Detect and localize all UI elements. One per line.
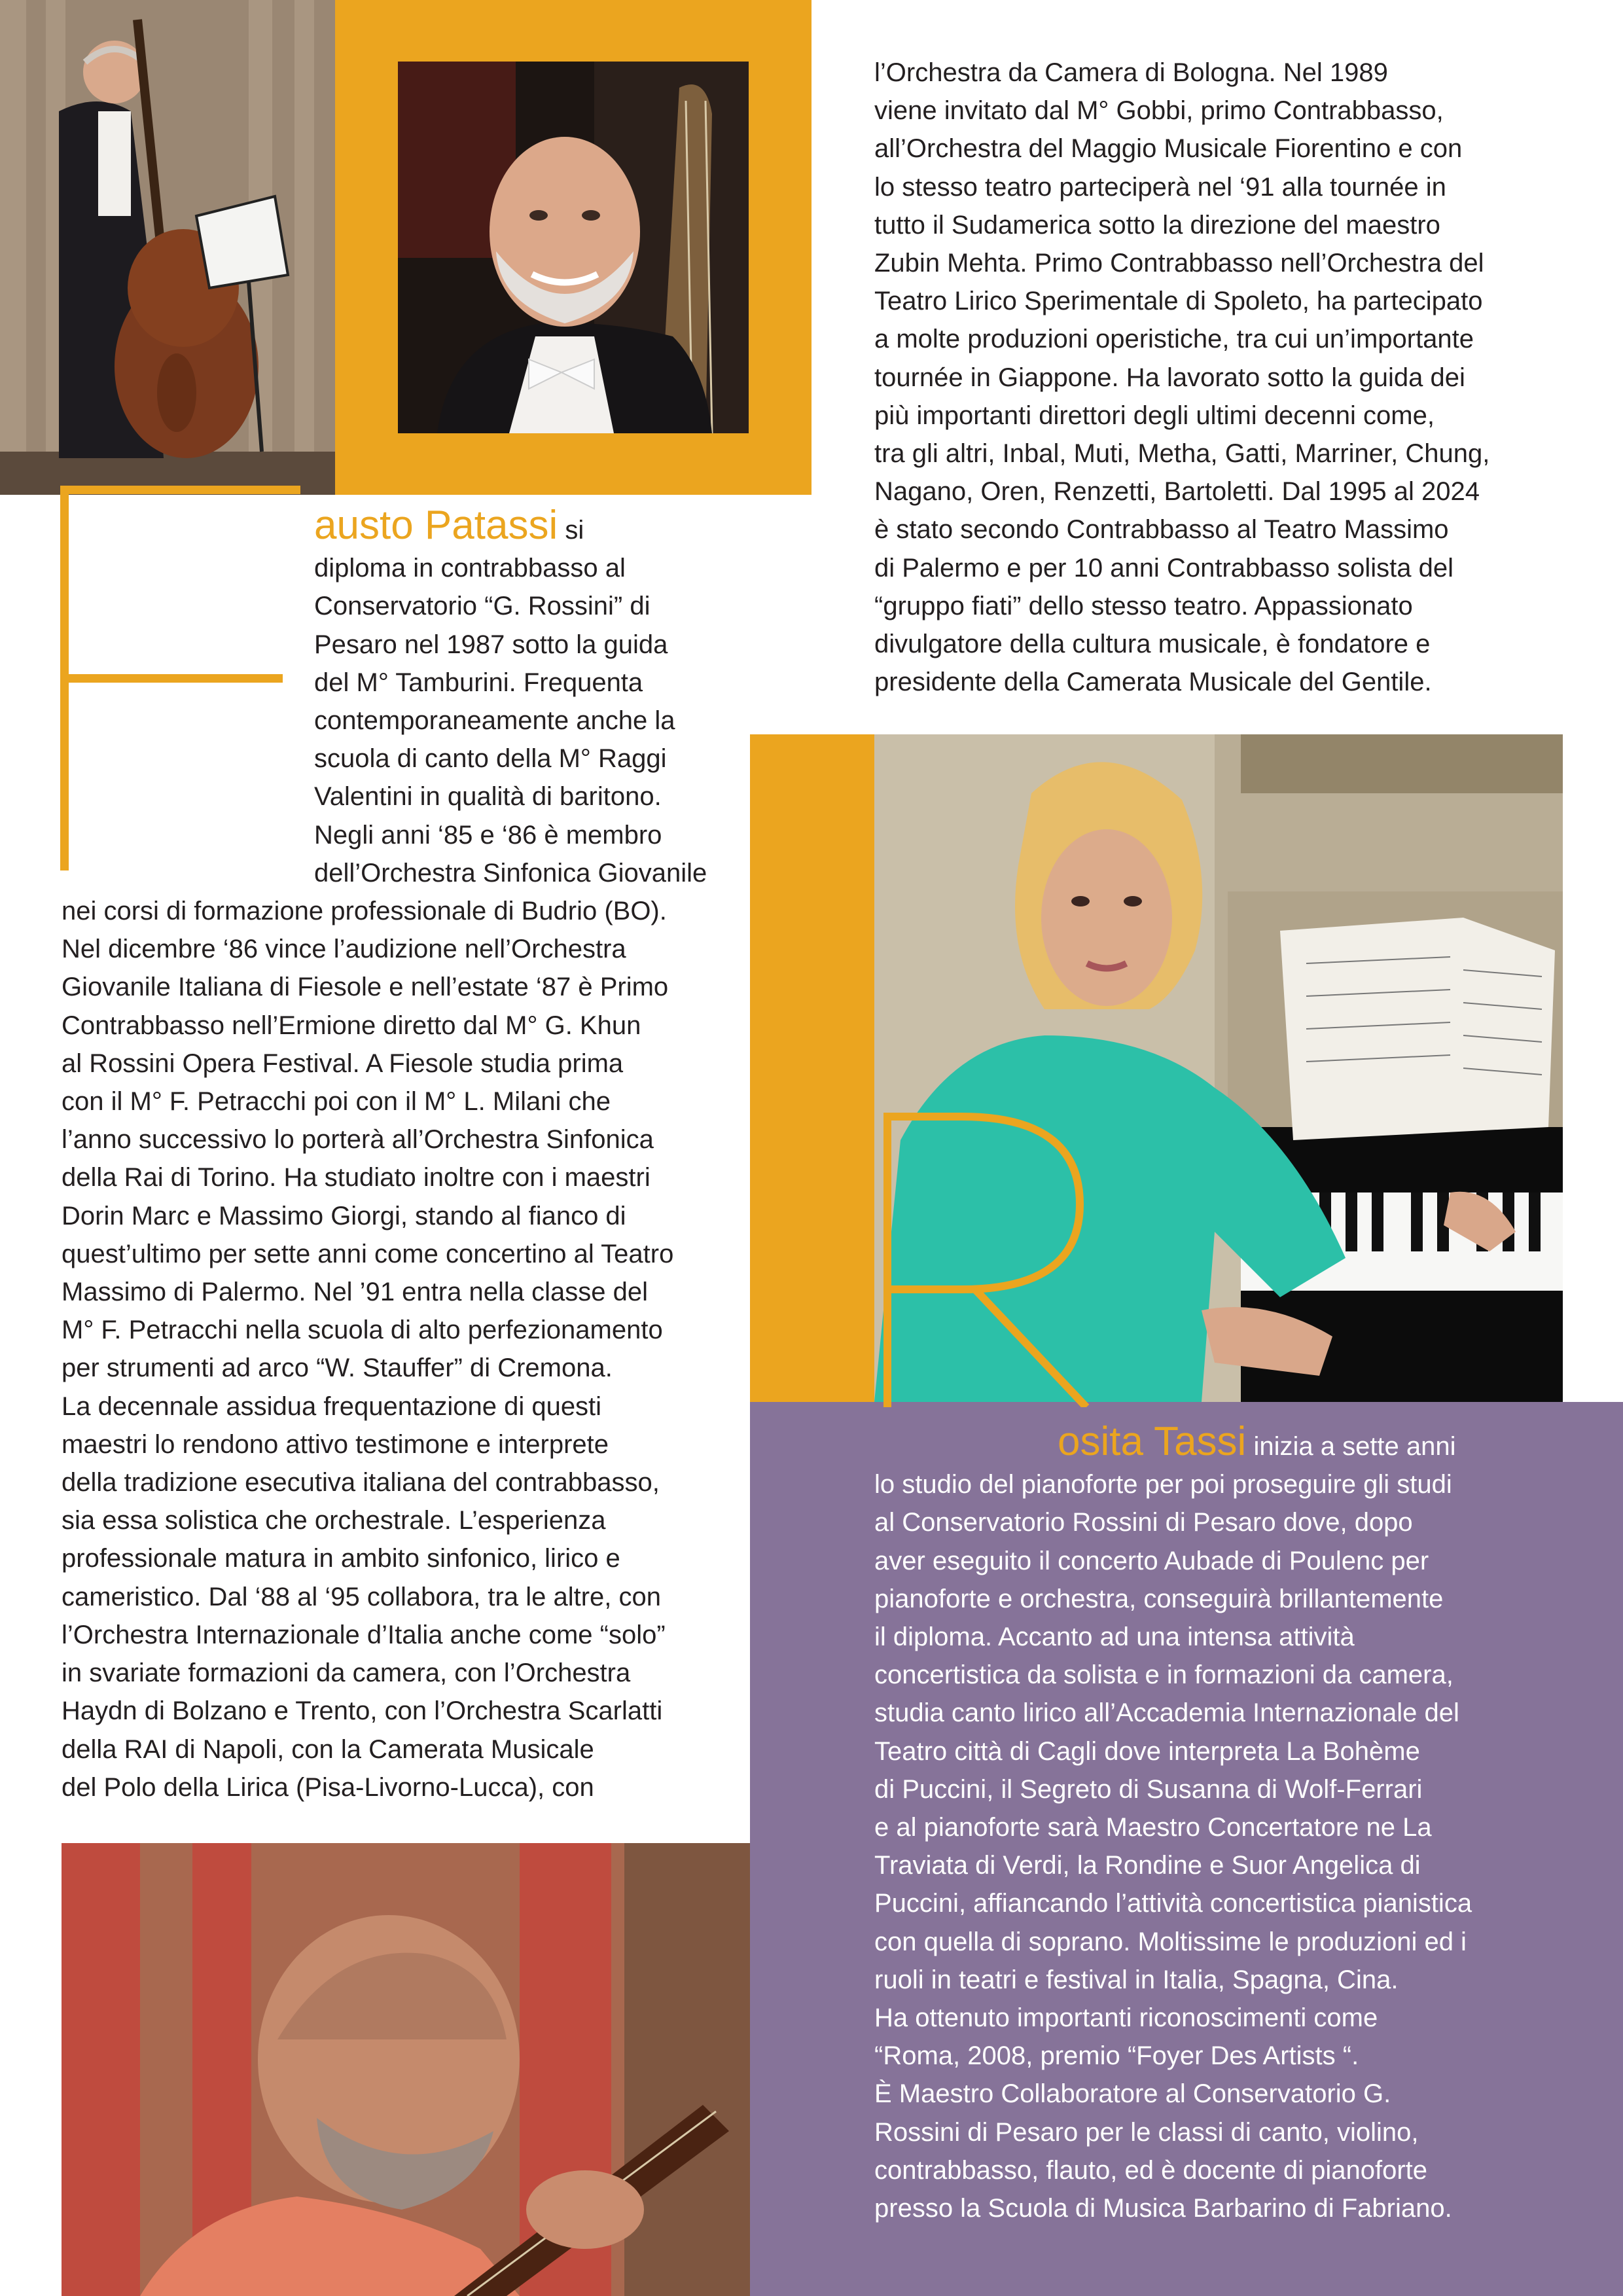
fausto-name: austo Patassi	[314, 503, 558, 548]
fausto-cont-line-4: tutto il Sudamerica sotto la direzione del maestro	[874, 210, 1440, 240]
fausto-bio-line-20: Massimo di Palermo. Nel ’91 entra nella classe del	[62, 1278, 648, 1307]
photo-fausto-playing-art	[0, 0, 335, 495]
rosita-bio-line-13: con quella di soprano. Moltissime le produzioni ed i	[874, 1927, 1467, 1956]
fausto-bio-line-17: della Rai di Torino. Ha studiato inoltre con i maestri	[62, 1163, 651, 1193]
rosita-bio-line-0: osita Tassi inizia a sette anni	[1058, 1419, 1456, 1464]
fausto-cont-line-13: di Palermo e per 10 anni Contrabbasso solista del	[874, 553, 1454, 583]
rosita-bio-line-15: Ha ottenuto importanti riconoscimenti come	[874, 2003, 1378, 2033]
fausto-cont-line-16: presidente della Camerata Musicale del Gentile.	[874, 668, 1432, 697]
fausto-bio-line-29: l’Orchestra Internazionale d’Italia anche come “solo”	[62, 1620, 666, 1649]
fausto-bio-line-11: Nel dicembre ‘86 vince l’audizione nell’Orchestra	[62, 935, 626, 964]
fausto-cont-line-12: è stato secondo Contrabbasso al Teatro Massimo	[874, 515, 1449, 545]
rosita-bio-line-20: presso la Scuola di Musica Barbarino di Fabriano.	[874, 2194, 1452, 2223]
drop-cap-r	[883, 1113, 1099, 1407]
fausto-bio-line-19: quest’ultimo per sette anni come concertino al Teatro	[62, 1239, 674, 1268]
fausto-bio-line-27: professionale matura in ambito sinfonico, lirico e	[62, 1544, 620, 1573]
fausto-bio-line-16: l’anno successivo lo porterà all’Orchestra Sinfonica	[62, 1125, 654, 1155]
rosita-bio-line-7: studia canto lirico all’Accademia Internazionale del	[874, 1698, 1459, 1728]
fausto-cont-line-6: Teatro Lirico Sperimentale di Spoleto, ha partecipato	[874, 287, 1483, 316]
fausto-bio-line-0: austo Patassi si	[314, 503, 584, 548]
fausto-bio-line-6: scuola di canto della M° Raggi	[314, 744, 667, 774]
rosita-bio-line-11: Traviata di Verdi, la Rondine e Suor Angelica di	[874, 1851, 1421, 1880]
fausto-bio-line-10: nei corsi di formazione professionale di Budrio (BO).	[62, 897, 667, 926]
rosita-bio-line-1: lo studio del pianoforte per poi proseguire gli studi	[874, 1470, 1452, 1499]
rosita-bio-line-12: Puccini, affiancando l’attività concertistica pianistica	[874, 1889, 1472, 1918]
fausto-bio-line-8: Negli anni ‘85 e ‘86 è membro	[314, 820, 662, 850]
fausto-bio-right-column	[874, 54, 1601, 701]
rosita-bio-line-3: aver eseguito il concerto Aubade di Poulenc per	[874, 1546, 1429, 1575]
fausto-cont-line-10: tra gli altri, Inbal, Muti, Metha, Gatti, Marriner, Chung,	[874, 439, 1490, 469]
fausto-bio-line-1: diploma in contrabbasso al	[314, 554, 626, 583]
fausto-bio-line-3: Pesaro nel 1987 sotto la guida	[314, 630, 668, 659]
fausto-cont-line-5: Zubin Mehta. Primo Contrabbasso nell’Orchestra del	[874, 249, 1484, 278]
rosita-bio-line-10: e al pianoforte sarà Maestro Concertatore ne La	[874, 1813, 1432, 1842]
fausto-cont-line-7: a molte produzioni operistiche, tra cui un’importante	[874, 325, 1474, 354]
fausto-bio-line-26: sia essa solistica che orchestrale. L’esperienza	[62, 1506, 606, 1535]
photo-fausto-profile-art	[62, 1843, 750, 2296]
rosita-bio-line-4: pianoforte e orchestra, conseguirà brillantemente	[874, 1584, 1444, 1613]
rosita-bio-line-5: il diploma. Accanto ad una intensa attività	[874, 1623, 1355, 1652]
fausto-bio-left-column	[62, 505, 749, 1806]
fausto-bio-line-18: Dorin Marc e Massimo Giorgi, stando al fianco di	[62, 1201, 626, 1230]
fausto-bio-line-4: del M° Tamburini. Frequenta	[314, 668, 643, 697]
fausto-cont-line-8: tournée in Giappone. Ha lavorato sotto la guida dei	[874, 363, 1465, 392]
photo-fausto-playing	[0, 0, 335, 495]
fausto-bio-line-7: Valentini in qualità di baritono.	[314, 782, 662, 812]
fausto-bio-line-12: Giovanile Italiana di Fiesole e nell’estate ‘87 è Primo	[62, 973, 669, 1002]
fausto-bio-line-2: Conservatorio “G. Rossini” di	[314, 592, 651, 621]
fausto-bio-line-28: cameristico. Dal ‘88 al ‘95 collabora, tra le altre, con	[62, 1582, 661, 1611]
fausto-bio-line-21: M° F. Petracchi nella scuola di alto perfezionamento	[62, 1316, 663, 1345]
fausto-bio-line-5: contemporaneamente anche la	[314, 706, 675, 736]
rosita-bio-line-8: Teatro città di Cagli dove interpreta La Bohème	[874, 1736, 1420, 1766]
rosita-bio-line-2: al Conservatorio Rossini di Pesaro dove, dopo	[874, 1508, 1413, 1537]
rosita-bio-line-9: di Puccini, il Segreto di Susanna di Wolf-Ferrari	[874, 1774, 1423, 1804]
fausto-bio-line-30: in svariate formazioni da camera, con l’Orchestra	[62, 1659, 631, 1688]
rosita-bio-line-17: È Maestro Collaboratore al Conservatorio G.	[874, 2079, 1391, 2109]
fausto-bio-line-25: della tradizione esecutiva italiana del contrabbasso,	[62, 1468, 660, 1498]
fausto-bio-line-9: dell’Orchestra Sinfonica Giovanile	[314, 858, 707, 888]
fausto-cont-line-15: divulgatore della cultura musicale, è fondatore e	[874, 630, 1431, 659]
drop-cap-f-top-bar	[60, 486, 300, 494]
fausto-bio-line-15: con il M° F. Petracchi poi con il M° L. Milani che	[62, 1087, 611, 1117]
fausto-cont-line-14: “gruppo fiati” dello stesso teatro. Appassionato	[874, 591, 1413, 620]
fausto-cont-line-9: più importanti direttori degli ultimi decenni come,	[874, 401, 1435, 430]
rosita-bio-line-16: “Roma, 2008, premio “Foyer Des Artists “.	[874, 2041, 1359, 2071]
rosita-bio-line-19: contrabbasso, flauto, ed è docente di pianoforte	[874, 2155, 1428, 2185]
photo-fausto-portrait	[398, 62, 749, 433]
fausto-bio-line-33: del Polo della Lirica (Pisa-Livorno-Lucca), con	[62, 1772, 594, 1802]
fausto-cont-line-0: l’Orchestra da Camera di Bologna. Nel 1989	[874, 58, 1388, 87]
photo-fausto-profile	[62, 1843, 750, 2296]
photo-fausto-portrait-art	[398, 62, 749, 433]
rosita-name: osita Tassi	[1058, 1419, 1247, 1464]
fausto-cont-line-1: viene invitato dal M° Gobbi, primo Contrabbasso,	[874, 96, 1444, 126]
fausto-cont-line-11: Nagano, Oren, Renzetti, Bartoletti. Dal 1995 al 2024	[874, 477, 1480, 507]
rosita-bio-line-14: ruoli in teatri e festival in Italia, Spagna, Cina.	[874, 1965, 1399, 1994]
fausto-bio-line-24: maestri lo rendono attivo testimone e interprete	[62, 1429, 609, 1459]
fausto-bio-line-22: per strumenti ad arco “W. Stauffer” di Cremona.	[62, 1354, 613, 1383]
rosita-bio-line-18: Rossini di Pesaro per le classi di canto, violino,	[874, 2117, 1419, 2147]
orange-accent-block-middle	[750, 734, 874, 1402]
rosita-bio-line-6: concertistica da solista e in formazioni da camera,	[874, 1660, 1454, 1690]
fausto-cont-line-3: lo stesso teatro parteciperà nel ‘91 alla tournée in	[874, 172, 1446, 202]
fausto-bio-line-31: Haydn di Bolzano e Trento, con l’Orchestra Scarlatti	[62, 1696, 663, 1726]
rosita-bio	[874, 1419, 1607, 2227]
fausto-cont-line-2: all’Orchestra del Maggio Musicale Fiorentino e con	[874, 134, 1463, 164]
fausto-bio-line-13: Contrabbasso nell’Ermione diretto dal M° G. Khun	[62, 1011, 641, 1040]
drop-cap-r-art	[883, 1113, 1099, 1407]
fausto-bio-line-14: al Rossini Opera Festival. A Fiesole studia prima	[62, 1049, 624, 1078]
fausto-bio-line-23: La decennale assidua frequentazione di questi	[62, 1391, 602, 1421]
fausto-bio-line-32: della RAI di Napoli, con la Camerata Musicale	[62, 1734, 594, 1764]
